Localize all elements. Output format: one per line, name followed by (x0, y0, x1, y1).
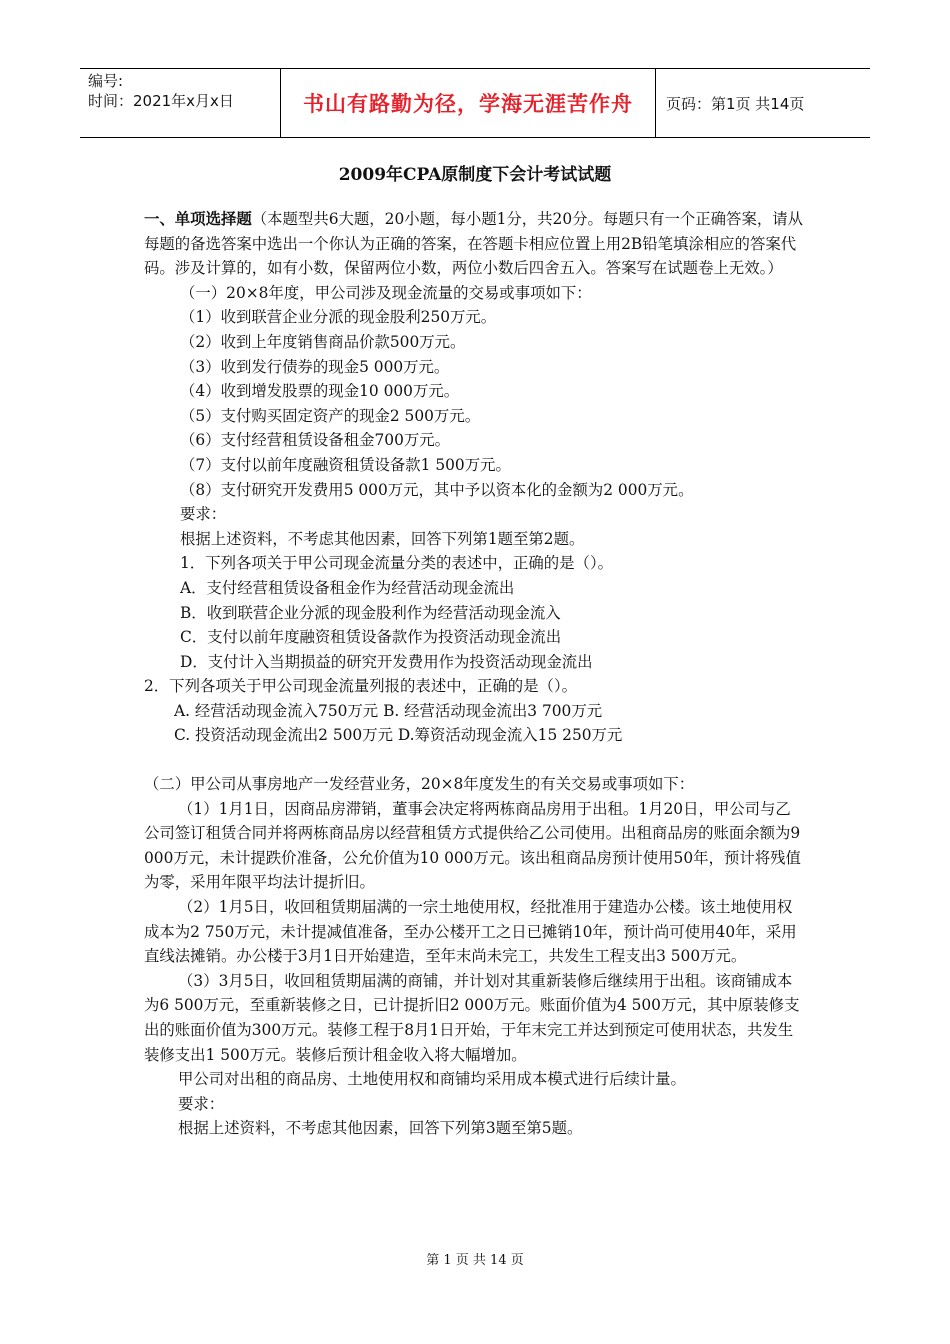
group1-item: （1）收到联营企业分派的现金股利250万元。 (180, 308, 497, 327)
group2-paragraph-2: （2）1月5日，收回租赁期届满的一宗土地使用权，经批准用于建造办公楼。该土地使用权成本为2 750万元，未计提减值准备，至办公楼开工之日已摊销10年，预计尚可使用40年，采用直线法摊销。办公楼于3月1日开始建造，至年末尚未完工，共发生工程支出3 500万元。 (144, 898, 797, 966)
spacer (144, 748, 806, 772)
page-footer: 第 1 页 共 14 页 (426, 1253, 524, 1268)
question-2-options-cd: C. 投资活动现金流出2 500万元 D.筹资活动现金流入15 250万元 (174, 726, 623, 745)
section1-intro: （本题型共6大题，20小题，每小题1分，共20分。每题只有一个正确答案，请从每题的备选答案中选出一个你认为正确的答案，在答题卡相应位置上用2B铅笔填涂相应的答案代码。涉及计算的，如有小数，保留两位小数，两位小数后四舍五入。答案写在试题卷上无效。） (144, 210, 804, 278)
question-2: 2．下列各项关于甲公司现金流量列报的表述中，正确的是（）。 (144, 677, 578, 696)
group2-requirement-text: 根据上述资料，不考虑其他因素，回答下列第3题至第5题。 (178, 1119, 583, 1138)
group1-item: （5）支付购买固定资产的现金2 500万元。 (180, 406, 481, 425)
group1-requirement-text: 根据上述资料，不考虑其他因素，回答下列第1题至第2题。 (180, 529, 585, 548)
group2-paragraph-4: 甲公司对出租的商品房、土地使用权和商铺均采用成本模式进行后续计量。 (178, 1070, 686, 1089)
group2-paragraph-3: （3）3月5日，收回租赁期届满的商铺，并计划对其重新装修后继续用于出租。该商铺成本为6 500万元，至重新装修之日，已计提折旧2 000万元。账面价值为4 500万元，其中原装修支出的账面价值为300万元。装修工程于8月1日开始，于年末完工并达到预定可使用状态，共发生装修支出1 500万元。装修后预计租金收入将大幅增加。 (144, 971, 800, 1064)
group1-item: （2）收到上年度销售商品价款500万元。 (180, 332, 466, 351)
page-header (80, 68, 870, 138)
group2-requirement-label: 要求： (178, 1094, 225, 1113)
document-title: 2009年CPA原制度下会计考试试题 (338, 165, 612, 185)
group1-item: （7）支付以前年度融资租赁设备款1 500万元。 (180, 455, 511, 474)
question-1-option-d: D．支付计入当期损益的研究开发费用作为投资活动现金流出 (180, 652, 593, 671)
header-motto: 书山有路勤为径，学海无涯苦作舟 (281, 69, 656, 137)
header-page-info: 页码：第1页 共14页 (666, 94, 805, 113)
group2-lead: （二）甲公司从事房地产一发经营业务，20×8年度发生的有关交易或事项如下： (144, 775, 695, 794)
question-1: 1．下列各项关于甲公司现金流量分类的表述中，正确的是（）。 (180, 554, 614, 573)
group2-paragraph-1: （1）1月1日，因商品房滞销，董事会决定将两栋商品房用于出租。1月20日，甲公司与乙公司签订租赁合同并将两栋商品房以经营租赁方式提供给乙公司使用。出租商品房的账面余额为9 000万元，未计提跌价准备，公允价值为10 000万元。该出租商品房预计使用50年，预计将残值为零，采用年限平均法计提折旧。 (144, 799, 801, 892)
section1-heading: 一、单项选择题 (144, 210, 252, 228)
question-1-option-a: A．支付经营租赁设备租金作为经营活动现金流出 (180, 578, 515, 597)
question-1-option-c: C．支付以前年度融资租赁设备款作为投资活动现金流出 (180, 628, 562, 647)
group1-requirement-label: 要求： (180, 505, 227, 524)
group1-item: （8）支付研究开发费用5 000万元，其中予以资本化的金额为2 000万元。 (180, 480, 694, 499)
header-meta-cell (80, 69, 281, 137)
section1-paragraph (144, 207, 806, 281)
group1-item: （6）支付经营租赁设备租金700万元。 (180, 431, 451, 450)
question-1-option-b: B．收到联营企业分派的现金股利作为经营活动现金流入 (180, 603, 561, 622)
group1-lead: （一）20×8年度，甲公司涉及现金流量的交易或事项如下： (180, 283, 592, 302)
question-2-options-ab: A. 经营活动现金流入750万元 B. 经营活动现金流出3 700万元 (174, 701, 603, 720)
group1-item: （3）收到发行债券的现金5 000万元。 (180, 357, 450, 376)
doc-time-label: 时间：2021年x月x日 (88, 92, 234, 110)
group1-item: （4）收到增发股票的现金10 000万元。 (180, 382, 460, 401)
document-body (144, 207, 806, 1141)
doc-code-label: 编号: (88, 72, 124, 90)
